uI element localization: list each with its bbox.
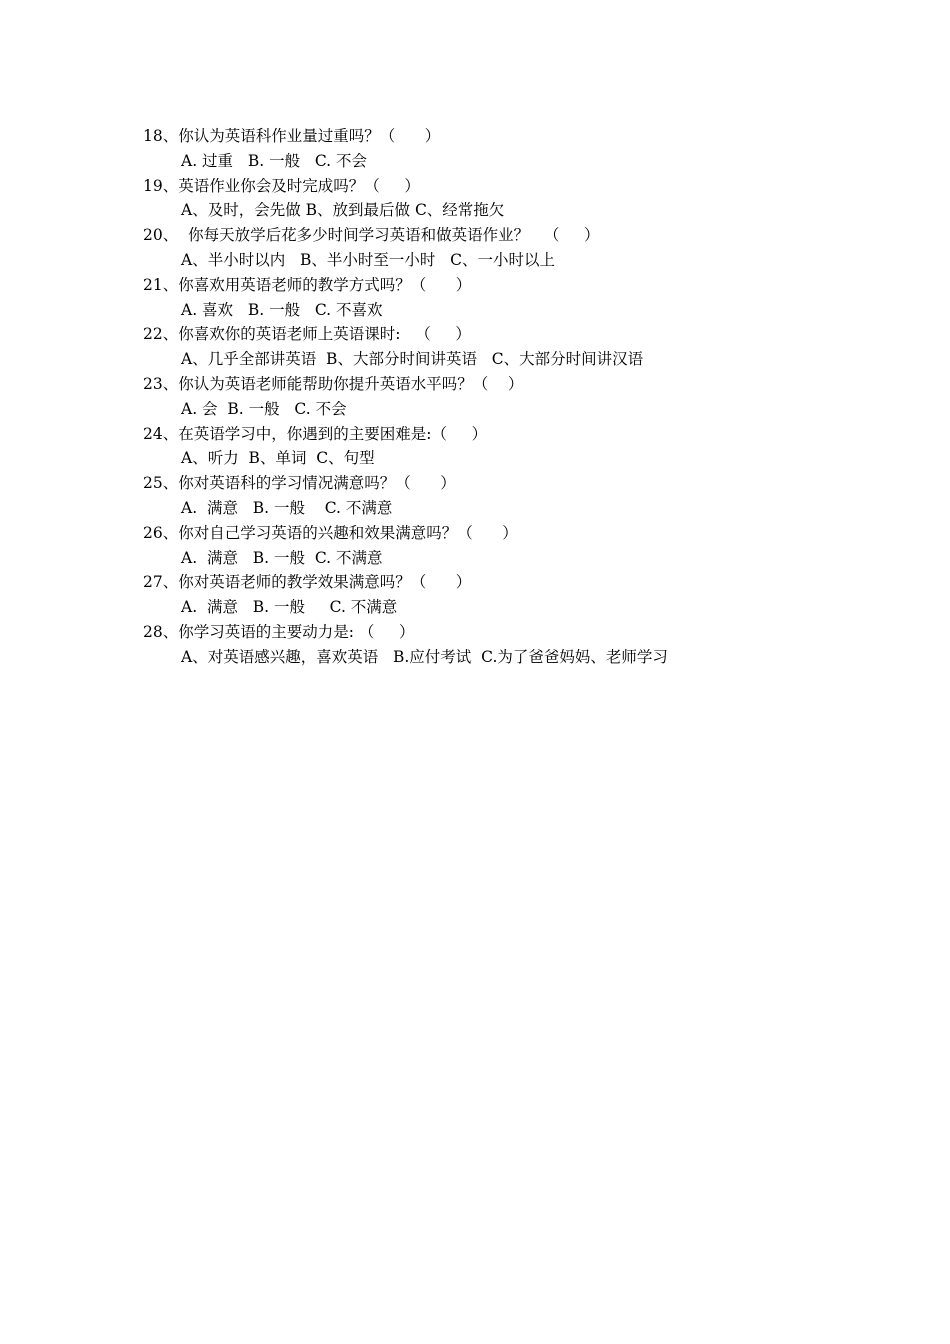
question-options: A、听力 B、单词 C、句型 xyxy=(181,449,375,468)
question-item xyxy=(143,471,843,521)
question-options: A、及时，会先做 B、放到最后做 C、经常拖欠 xyxy=(181,201,505,220)
question-item xyxy=(143,322,843,372)
question-text: 28、你学习英语的主要动力是: （ ） xyxy=(143,622,415,641)
question-text: 23、你认为英语老师能帮助你提升英语水平吗？（ ） xyxy=(143,374,524,393)
question-text: 22、你喜欢你的英语老师上英语课时: （ ） xyxy=(143,325,471,344)
question-item xyxy=(143,372,843,422)
question-item xyxy=(143,422,843,472)
survey-question-list xyxy=(143,124,843,670)
question-item xyxy=(143,174,843,224)
question-text: 25、你对英语科的学习情况满意吗？（ ） xyxy=(143,474,456,493)
question-text: 27、你对英语老师的教学效果满意吗？（ ） xyxy=(143,573,472,592)
question-options: A、对英语感兴趣，喜欢英语 B.应付考试 C.为了爸爸妈妈、老师学习 xyxy=(181,647,668,666)
question-options: A、半小时以内 B、半小时至一小时 C、一小时以上 xyxy=(181,250,556,269)
question-options: A. 满意 B. 一般 C. 不满意 xyxy=(181,548,383,567)
question-options: A. 满意 B. 一般 C. 不满意 xyxy=(181,498,393,517)
question-text: 26、你对自己学习英语的兴趣和效果满意吗？（ ） xyxy=(143,523,518,542)
question-text: 24、在英语学习中，你遇到的主要困难是:（ ） xyxy=(143,424,488,443)
question-item xyxy=(143,223,843,273)
question-item xyxy=(143,273,843,323)
question-item xyxy=(143,570,843,620)
question-item xyxy=(143,521,843,571)
question-item xyxy=(143,620,843,670)
question-item xyxy=(143,124,843,174)
question-text: 18、你认为英语科作业量过重吗？（ ） xyxy=(143,127,441,145)
question-text: 20、 你每天放学后花多少时间学习英语和做英语作业？ （ ） xyxy=(143,226,600,245)
question-options: A. 满意 B. 一般 C. 不满意 xyxy=(181,598,398,617)
question-text: 21、你喜欢用英语老师的教学方式吗？（ ） xyxy=(143,275,472,294)
question-options: A. 喜欢 B. 一般 C. 不喜欢 xyxy=(181,300,383,319)
question-options: A. 过重 B. 一般 C. 不会 xyxy=(181,151,368,170)
question-options: A. 会 B. 一般 C. 不会 xyxy=(181,399,347,418)
question-options: A、几乎全部讲英语 B、大部分时间讲英语 C、大部分时间讲汉语 xyxy=(181,350,644,369)
question-text: 19、英语作业你会及时完成吗？（ ） xyxy=(143,176,420,195)
